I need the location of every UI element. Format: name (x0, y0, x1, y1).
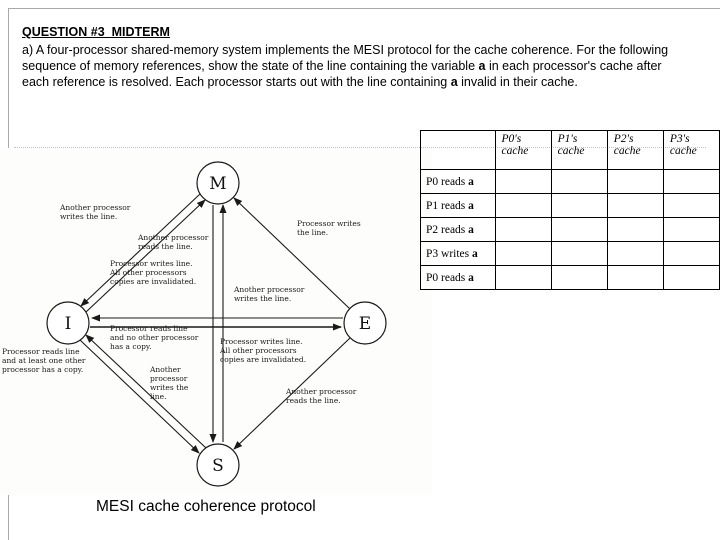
cache-state-cell (495, 218, 551, 242)
cache-state-cell (495, 266, 551, 290)
state-label-s: S (212, 456, 224, 476)
transition-label-s-to-m: Processor writes line. All other processors copies are invalidated. (220, 337, 307, 364)
cache-state-cell (551, 170, 607, 194)
cache-state-cell (607, 242, 663, 266)
column-header-p1-cache: P1's cache (551, 131, 607, 170)
cache-state-cell (551, 242, 607, 266)
table-row (421, 218, 720, 242)
transition-label-i-to-e: Processor reads line and no other processor has a copy. (110, 324, 199, 351)
row-label (421, 218, 496, 242)
row-action: P0 reads (426, 271, 469, 284)
transition-label-m-to-i: Another processor writes the line. (60, 203, 131, 221)
row-label (421, 170, 496, 194)
state-label-m: M (209, 174, 227, 194)
cache-state-cell (495, 170, 551, 194)
row-action: P3 writes (426, 247, 472, 260)
state-diagram-svg (0, 148, 432, 495)
column-header-p2-cache: P2's cache (607, 131, 663, 170)
row-variable: a (468, 199, 474, 212)
mesi-state-diagram (0, 148, 432, 495)
state-label-e: E (358, 314, 372, 334)
transition-label-i-to-s: Processor reads line and at least one other processor has a copy. (2, 347, 86, 374)
row-action: P0 reads (426, 175, 469, 188)
question-body (22, 42, 690, 90)
row-variable: a (468, 271, 474, 284)
cache-state-cell (663, 242, 719, 266)
table-row (421, 242, 720, 266)
cache-state-cell (551, 266, 607, 290)
body-text-segment: in each processor's cache after each reference is resolved. Each processor starts out with the line containing (22, 59, 662, 89)
cache-state-cell (607, 194, 663, 218)
transition-label-m-to-s: Another processor reads the line. (138, 233, 209, 251)
cache-state-cell (607, 266, 663, 290)
row-label (421, 242, 496, 266)
transition-label-e-to-i: Another processor writes the line. (234, 285, 305, 303)
cache-state-cell (551, 194, 607, 218)
body-text-segment: a) A four-processor shared-memory system implements the MESI protocol for the cache coherence. For the following sequence of memory references, show the state of the line containing the variable (22, 43, 669, 73)
row-label (421, 266, 496, 290)
body-text-segment: invalid in their cache. (457, 75, 578, 89)
cache-state-cell (663, 194, 719, 218)
cache-state-cell (495, 242, 551, 266)
variable-a-emphasis: a (478, 59, 486, 73)
state-label-i: I (64, 314, 72, 334)
table-header-row (421, 131, 720, 170)
transition-label-e-to-s: Another processor reads the line. (286, 387, 357, 405)
column-header-p0-cache: P0's cache (495, 131, 551, 170)
transition-label-i-to-m: Processor writes line. All other processors copies are invalidated. (110, 259, 197, 286)
table-row (421, 266, 720, 290)
cache-state-cell (495, 194, 551, 218)
row-variable: a (468, 175, 474, 188)
cache-state-cell (663, 170, 719, 194)
transition-label-e-to-m: Processor writes the line. (297, 219, 361, 237)
diagram-caption: MESI cache coherence protocol (96, 498, 316, 515)
table-row (421, 194, 720, 218)
row-action: P1 reads (426, 199, 469, 212)
variable-a-emphasis: a (450, 75, 458, 89)
row-variable: a (472, 247, 478, 260)
corner-cell (421, 131, 496, 170)
cache-state-cell (663, 218, 719, 242)
cache-state-table (420, 130, 720, 290)
question-title: QUESTION #3 MIDTERM (22, 25, 170, 39)
row-action: P2 reads (426, 223, 469, 236)
cache-state-cell (663, 266, 719, 290)
row-variable: a (468, 223, 474, 236)
table-row (421, 170, 720, 194)
cache-state-cell (607, 218, 663, 242)
cache-state-cell (607, 170, 663, 194)
row-label (421, 194, 496, 218)
column-header-p3-cache: P3's cache (663, 131, 719, 170)
transition-label-s-to-i: Another processor writes the line. (150, 365, 189, 401)
cache-state-cell (551, 218, 607, 242)
